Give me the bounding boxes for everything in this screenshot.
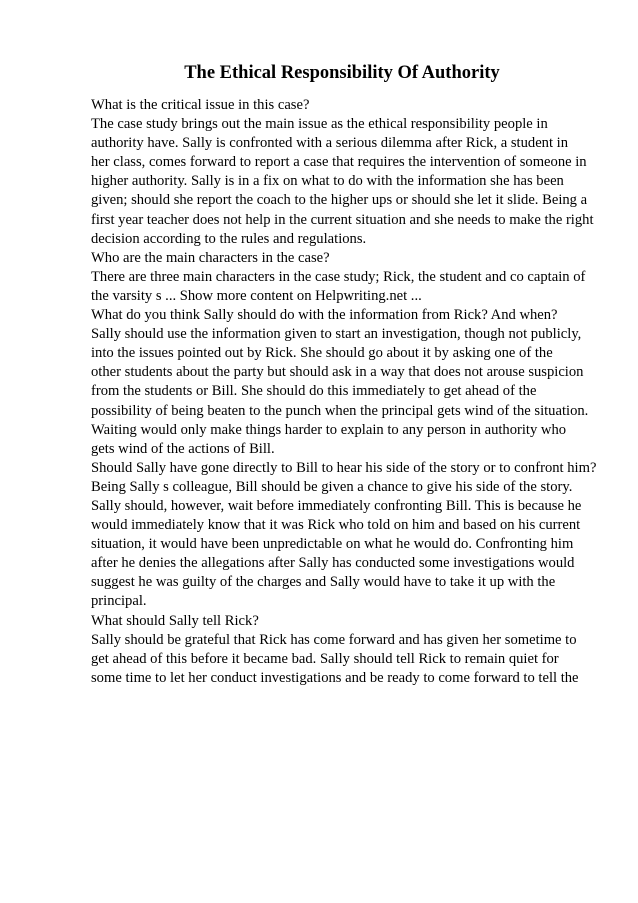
text-line: situation, it would have been unpredictable on what he would do. Confronting him <box>91 536 574 553</box>
text-line: Should Sally have gone directly to Bill to hear his side of the story or to confront him? <box>91 459 597 476</box>
text-line: would immediately know that it was Rick who told on him and based on his current <box>91 517 581 534</box>
text-line: Sally should, however, wait before immediately confronting Bill. This is because he <box>91 497 582 514</box>
text-line: Being Sally s colleague, Bill should be given a chance to give his side of the story. <box>91 478 573 495</box>
text-line: authority have. Sally is confronted with a serious dilemma after Rick, a student in <box>91 135 569 152</box>
text-line: What should Sally tell Rick? <box>91 612 259 629</box>
document-title: The Ethical Responsibility Of Authority <box>184 63 500 83</box>
text-line: There are three main characters in the case study; Rick, the student and co captain of <box>91 268 586 285</box>
text-line: the varsity s ... Show more content on Helpwriting.net ... <box>91 287 422 304</box>
text-line: some time to let her conduct investigations and be ready to come forward to tell the <box>91 669 579 686</box>
text-line: get ahead of this before it became bad. Sally should tell Rick to remain quiet for <box>91 650 559 667</box>
text-line: Waiting would only make things harder to explain to any person in authority who <box>91 421 567 438</box>
text-line: given; should she report the coach to the higher ups or should she let it slide. Being a <box>91 192 588 209</box>
text-line: into the issues pointed out by Rick. She should go about it by asking one of the <box>91 345 553 362</box>
text-line: What is the critical issue in this case? <box>91 97 310 113</box>
text-line: suggest he was guilty of the charges and Sally would have to take it up with the <box>91 574 556 591</box>
text-line: gets wind of the actions of Bill. <box>91 440 275 457</box>
text-line: after he denies the allegations after Sally has conducted some investigations would <box>91 555 575 572</box>
text-line: Who are the main characters in the case? <box>91 249 330 266</box>
text-line: The case study brings out the main issue as the ethical responsibility people in <box>91 116 548 133</box>
text-line: decision according to the rules and regulations. <box>91 230 367 247</box>
text-line: from the students or Bill. She should do this immediately to get ahead of the <box>91 383 537 400</box>
text-line: higher authority. Sally is in a fix on what to do with the information she has been <box>91 173 564 190</box>
text-line: possibility of being beaten to the punch when the principal gets wind of the situation. <box>91 402 589 419</box>
text-line: Sally should be grateful that Rick has come forward and has given her sometime to <box>91 631 577 648</box>
text-line: Sally should use the information given to start an investigation, though not publicly, <box>91 326 582 343</box>
text-line: other students about the party but should ask in a way that does not arouse suspicion <box>91 364 584 381</box>
text-line: first year teacher does not help in the current situation and she needs to make the right <box>91 211 594 228</box>
text-line: What do you think Sally should do with the information from Rick? And when? <box>91 307 558 324</box>
text-line: her class, comes forward to report a case that requires the intervention of someone in <box>91 154 587 171</box>
document-body <box>91 96 611 688</box>
text-line: principal. <box>91 593 147 610</box>
